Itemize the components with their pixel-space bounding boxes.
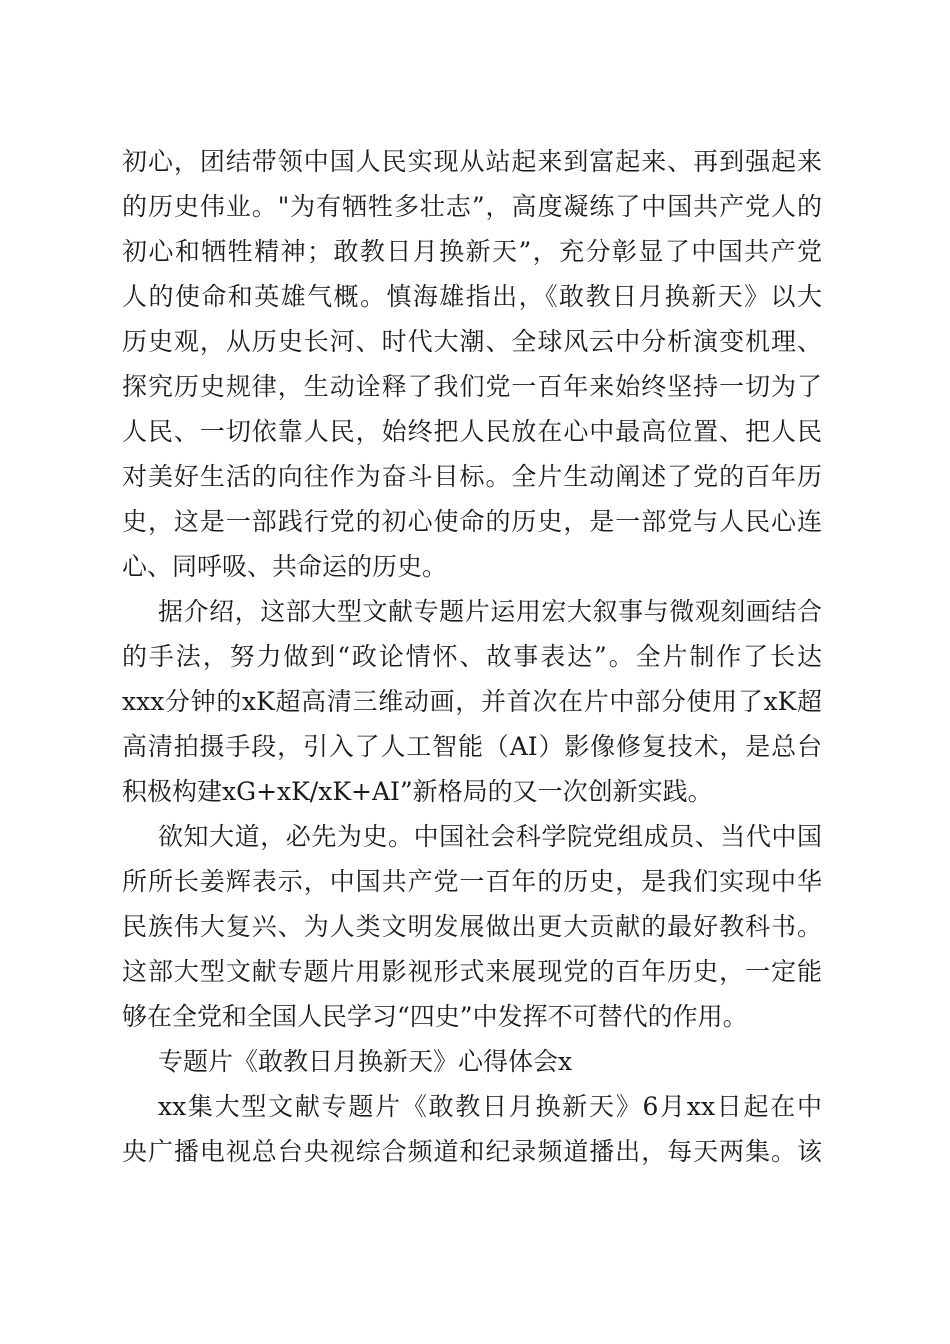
text-line: 初心，团结带领中国人民实现从站起来到富起来、再到强起来 <box>122 147 822 176</box>
text-line: 探究历史规律，生动诠释了我们党一百年来始终坚持一切为了 <box>122 372 822 401</box>
text-line: 高清拍摄手段，引入了人工智能（AI）影像修复技术，是总台 <box>122 732 822 761</box>
text-line: 够在全党和全国人民学习“四史”中发挥不可替代的作用。 <box>122 1002 748 1031</box>
text-line: 人民、一切依靠人民，始终把人民放在心中最高位置、把人民 <box>122 417 822 446</box>
text-line: 的手法，努力做到“政论情怀、故事表达”。全片制作了长达 <box>122 642 822 671</box>
section-heading: 专题片《敢教日月换新天》心得体会x <box>158 1047 573 1076</box>
text-line: 历史观，从历史长河、时代大潮、全球风云中分析演变机理、 <box>122 327 822 356</box>
text-line: 史，这是一部践行党的初心使命的历史，是一部党与人民心连 <box>122 507 822 536</box>
text-line: 这部大型文献专题片用影视形式来展现党的百年历史，一定能 <box>122 957 822 986</box>
text-line: 据介绍，这部大型文献专题片运用宏大叙事与微观刻画结合 <box>158 597 822 626</box>
document-body <box>122 139 822 1174</box>
text-line: 民族伟大复兴、为人类文明发展做出更大贡献的最好教科书。 <box>122 912 822 941</box>
text-line: xxx分钟的xK超高清三维动画，并首次在片中部分使用了xK超 <box>122 687 822 716</box>
text-line: 所所长姜辉表示，中国共产党一百年的历史，是我们实现中华 <box>122 867 822 896</box>
text-line: 积极构建xG+xK/xK+AI”新格局的又一次创新实践。 <box>122 777 713 806</box>
text-line: 央广播电视总台央视综合频道和纪录频道播出，每天两集。该 <box>122 1137 822 1166</box>
text-line: 心、同呼吸、共命运的历史。 <box>122 552 448 581</box>
text-line: 的历史伟业。"为有牺牲多壮志”，高度凝练了中国共产党人的 <box>122 192 822 221</box>
text-line: 对美好生活的向往作为奋斗目标。全片生动阐述了党的百年历 <box>122 462 822 491</box>
text-line: 初心和牺牲精神；敢教日月换新天”，充分彰显了中国共产党 <box>122 237 822 266</box>
text-line: xx集大型文献专题片《敢教日月换新天》6月xx日起在中 <box>158 1092 822 1121</box>
text-line: 欲知大道，必先为史。中国社会科学院党组成员、当代中国 <box>158 822 822 851</box>
text-line: 人的使命和英雄气概。慎海雄指出，《敢教日月换新天》以大 <box>122 282 822 311</box>
